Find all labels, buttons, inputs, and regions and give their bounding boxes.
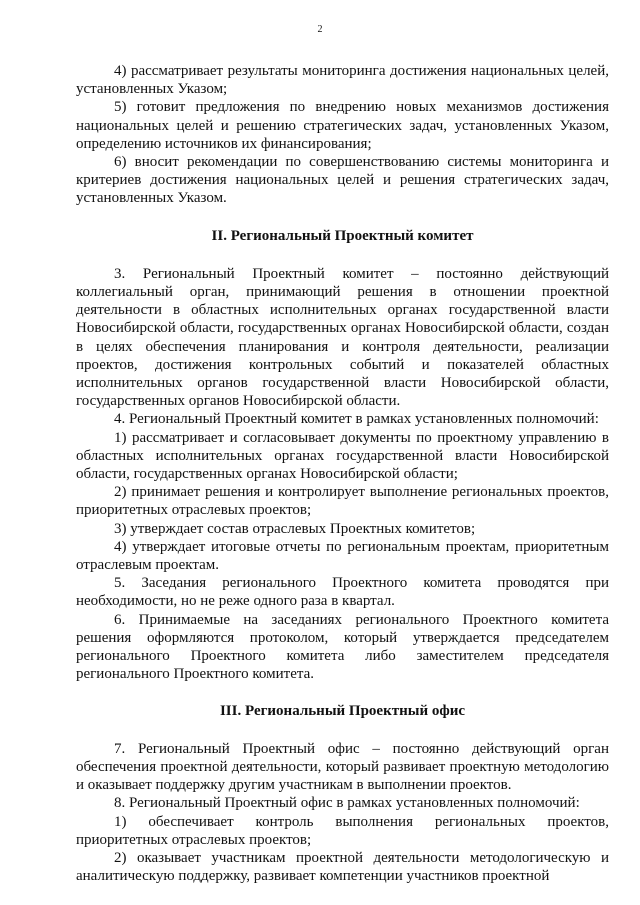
paragraph: 4) утверждает итоговые отчеты по региональным проектам, приоритетным отраслевым проектам. xyxy=(76,538,609,574)
paragraph: 2) принимает решения и контролирует выполнение региональных проектов, приоритетных отраслевых проектов; xyxy=(76,484,609,519)
section-heading: II. Региональный Проектный комитет xyxy=(211,227,474,244)
paragraph: 6. Принимаемые на заседаниях регионального Проектного комитета решения оформляются протоколом, который утверждается председателем регионального Проектного комитета либо заместителем председателя регионального Проектного комитета. xyxy=(76,611,609,683)
paragraph: 2) оказывает участникам проектной деятельности методологическую и аналитическую поддержку, развивает компетенции участников проектной xyxy=(76,849,609,885)
paragraph: 6) вносит рекомендации по совершенствованию системы мониторинга и критериев достижения национальных целей и решения стратегических задач, установленных Указом. xyxy=(76,154,609,207)
paragraph: 4. Региональный Проектный комитет в рамках установленных полномочий: xyxy=(114,411,599,428)
paragraph: 7. Региональный Проектный офис – постоянно действующий орган обеспечения проектной деятельности, который развивает проектную методологию и оказывает поддержку другим участникам в выполнении проектов. xyxy=(76,740,609,794)
paragraph: 3. Региональный Проектный комитет – постоянно действующий коллегиальный орган, принимающий решения в отношении проектной деятельности в областных исполнительных органах государственной власти Новосибирской области, государственных органах Новосибирской области, создан в целях обеспечения планирования и контроля деятельности, реализации проектов, достижения контрольных событий и показателей областных исполнительных органов государственной власти Новосибирской области, государственных органов Новосибирской области. xyxy=(76,265,609,410)
section-heading: III. Региональный Проектный офис xyxy=(219,702,466,719)
paragraph: 5. Заседания регионального Проектного комитета проводятся при необходимости, но не реже одного раза в квартал. xyxy=(76,575,609,610)
paragraph: 5) готовит предложения по внедрению новых механизмов достижения национальных целей и решению стратегических задач, установленных Указом, определению источников их финансирования; xyxy=(76,99,609,152)
paragraph: 1) обеспечивает контроль выполнения региональных проектов, приоритетных отраслевых проектов; xyxy=(76,813,609,848)
page-number: 2 xyxy=(317,24,323,35)
paragraph: 1) рассматривает и согласовывает документы по проектному управлению в областных исполнительных органах государственной власти Новосибирской области, государственных органах Новосибирской области; xyxy=(76,429,609,483)
document-body xyxy=(76,62,609,885)
paragraph: 8. Региональный Проектный офис в рамках установленных полномочий: xyxy=(114,795,580,812)
paragraph: 3) утверждает состав отраслевых Проектных комитетов; xyxy=(114,520,476,537)
paragraph: 4) рассматривает результаты мониторинга достижения национальных целей, установленных Указом; xyxy=(76,63,609,98)
